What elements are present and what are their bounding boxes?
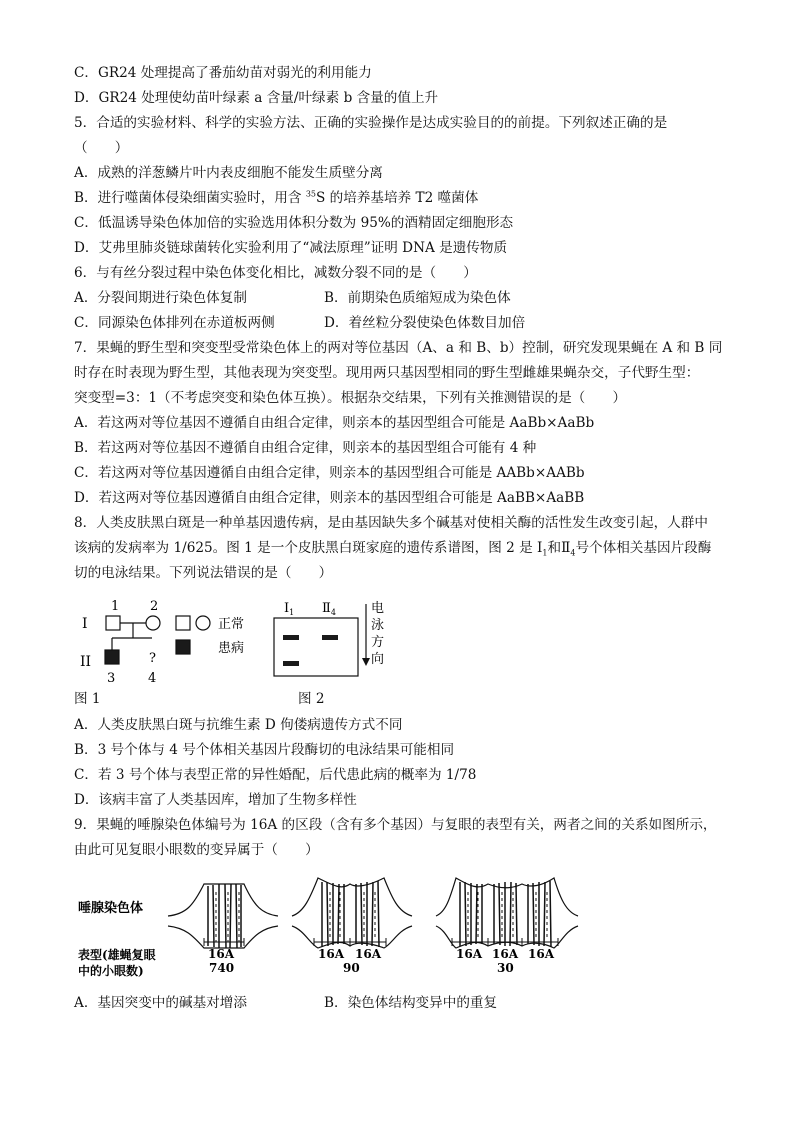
lane-label-II4: $Ⅱ_4$ bbox=[322, 601, 336, 617]
gel-band-I1-lower bbox=[283, 661, 299, 666]
legend-affected-label: 患病 bbox=[218, 641, 245, 656]
chromosome-duplication-3x bbox=[436, 878, 578, 948]
q8-stem-line1: 8．人类皮肤黑白斑是一种单基因遗传病，是由基因缺失多个碱基对使相关酶的活性发生改变引起，人群中 bbox=[74, 515, 708, 531]
q4-option-d: D．GR24 处理使幼苗叶绿素 a 含量/叶绿素 b 含量的值上升 bbox=[74, 90, 439, 106]
pedigree-gen2-label: II bbox=[80, 654, 92, 670]
segment-label-3a: 16A bbox=[456, 947, 483, 961]
pedigree-num-2: 2 bbox=[150, 599, 159, 614]
q6-option-c: C．同源染色体排列在赤道板两侧 bbox=[74, 315, 275, 331]
q5-option-d: D．艾弗里肺炎链球菌转化实验利用了“减法原理”证明 DNA 是遗传物质 bbox=[74, 240, 508, 256]
eye-count-3: 30 bbox=[497, 961, 514, 975]
direction-char-2: 泳 bbox=[371, 618, 385, 633]
direction-char-1: 电 bbox=[371, 601, 385, 616]
legend-female-normal-symbol bbox=[196, 616, 210, 630]
segment-marker-1 bbox=[204, 938, 244, 946]
chromosome-row-label: 唾腺染色体 bbox=[78, 901, 144, 916]
gel-box bbox=[274, 618, 358, 676]
q7-option-c: C．若这两对等位基因遵循自由组合定律，则亲本的基因型组合可能是 AABb×AABb bbox=[74, 465, 585, 481]
legend-normal-label: 正常 bbox=[218, 617, 245, 632]
q8-option-d: D．该病丰富了人类基因库，增加了生物多样性 bbox=[74, 792, 357, 808]
pedigree-male-3-affected bbox=[105, 650, 119, 664]
phenotype-label-line1: 表型(雄蝇复眼 bbox=[78, 948, 156, 962]
q7-stem-line2: 时存在时表现为野生型，其他表现为突变型。现用两只基因型相同的野生型雌雄果蝇杂交，子代野生型： bbox=[74, 365, 700, 381]
q7-option-d: D．若这两对等位基因遵循自由组合定律，则亲本的基因型组合可能是 AaBB×AaBB bbox=[74, 490, 585, 506]
pedigree-unknown-mark: ? bbox=[149, 651, 156, 666]
legend-affected-symbol bbox=[176, 640, 190, 654]
q9-stem-line2: 由此可见复眼小眼数的变异属于（ ） bbox=[74, 842, 319, 858]
segment-label-3b: 16A bbox=[492, 947, 519, 961]
q9-option-b: B．染色体结构变异中的重复 bbox=[324, 995, 498, 1011]
q7-option-a: A．若这两对等位基因不遵循自由组合定律，则亲本的基因型组合可能是 AaBb×AaBb bbox=[74, 415, 595, 431]
electrophoresis-figure bbox=[270, 596, 400, 680]
q8-option-c: C．若 3 号个体与表型正常的异性婚配，后代患此病的概率为 1/78 bbox=[74, 767, 477, 783]
phenotype-label-line2: 中的小眼数) bbox=[78, 964, 144, 978]
chromosome-normal bbox=[168, 884, 278, 948]
gel-band-II4 bbox=[322, 635, 338, 640]
q5-option-a: A．成熟的洋葱鳞片叶内表皮细胞不能发生质壁分离 bbox=[74, 165, 383, 181]
q5-option-b: B．进行噬菌体侵染细菌实验时，用含 $^{35}$S 的培养基培养 T2 噬菌体 bbox=[74, 189, 479, 206]
pedigree-num-4: 4 bbox=[148, 671, 157, 686]
segment-label-2a: 16A bbox=[318, 947, 345, 961]
pedigree-num-3: 3 bbox=[107, 671, 116, 686]
q4-option-c: C．GR24 处理提高了番茄幼苗对弱光的利用能力 bbox=[74, 65, 372, 81]
q5-answer-paren: （ ） bbox=[74, 140, 129, 156]
gel-band-I1-upper bbox=[283, 635, 299, 640]
eye-count-2: 90 bbox=[343, 961, 360, 975]
figure2-caption: 图 2 bbox=[298, 691, 325, 707]
q6-option-a: A．分裂间期进行染色体复制 bbox=[74, 290, 247, 306]
lane-label-I1: $I_1$ bbox=[284, 601, 295, 617]
chromosome-duplication-2x bbox=[292, 878, 412, 948]
q8-option-a: A．人类皮肤黑白斑与抗维生素 D 佝偻病遗传方式不同 bbox=[74, 717, 403, 733]
direction-arrow-head bbox=[362, 658, 370, 666]
pedigree-gen1-label: I bbox=[82, 616, 88, 632]
direction-char-4: 向 bbox=[371, 652, 385, 667]
q7-stem-line1: 7．果蝇的野生型和突变型受常染色体上的两对等位基因（A、a 和 B、b）控制，研究发现果蝇在 A 和 B 同 bbox=[74, 340, 723, 356]
segment-label-2b: 16A bbox=[355, 947, 382, 961]
q6-stem: 6．与有丝分裂过程中染色体变化相比，减数分裂不同的是（ ） bbox=[74, 265, 477, 281]
q5-stem: 5．合适的实验材料、科学的实验方法、正确的实验操作是达成实验目的的前提。下列叙述正确的是 bbox=[74, 115, 668, 131]
legend-male-normal-symbol bbox=[176, 616, 190, 630]
chromosome-figure bbox=[78, 862, 598, 980]
pedigree-num-1: 1 bbox=[111, 599, 120, 614]
segment-label-1: 16A bbox=[208, 947, 235, 961]
q9-option-a: A．基因突变中的碱基对增添 bbox=[74, 995, 247, 1011]
q8-stem-line3: 切的电泳结果。下列说法错误的是（ ） bbox=[74, 565, 333, 581]
q6-option-d: D．着丝粒分裂使染色体数目加倍 bbox=[324, 315, 526, 331]
q8-option-b: B．3 号个体与 4 号个体相关基因片段酶切的电泳结果可能相同 bbox=[74, 742, 455, 758]
q8-stem-line2: 该病的发病率为 1/625。图 1 是一个皮肤黑白斑家庭的遗传系谱图，图 2 是 $I_1$和$Ⅱ_4$号个体相关基因片段酶 bbox=[74, 540, 712, 558]
eye-count-1: 740 bbox=[209, 961, 235, 975]
segment-label-3c: 16A bbox=[528, 947, 555, 961]
q6-option-b: B．前期染色质缩短成为染色体 bbox=[324, 290, 511, 306]
q9-stem-line1: 9．果蝇的唾腺染色体编号为 16A 的区段（含有多个基因）与复眼的表型有关，两者之间的关系如图所示， bbox=[74, 817, 717, 833]
q7-option-b: B．若这两对等位基因不遵循自由组合定律，则亲本的基因型组合可能有 4 种 bbox=[74, 440, 537, 456]
pedigree-female-2-normal bbox=[146, 616, 160, 630]
q5-option-c: C．低温诱导染色体加倍的实验选用体积分数为 95%的酒精固定细胞形态 bbox=[74, 215, 514, 231]
figure1-caption: 图 1 bbox=[74, 691, 101, 707]
pedigree-male-1-normal bbox=[106, 616, 120, 630]
q7-stem-line3: 突变型=3：1（不考虑突变和染色体互换）。根据杂交结果，下列有关推测错误的是（ ） bbox=[74, 390, 627, 406]
direction-char-3: 方 bbox=[371, 635, 385, 650]
